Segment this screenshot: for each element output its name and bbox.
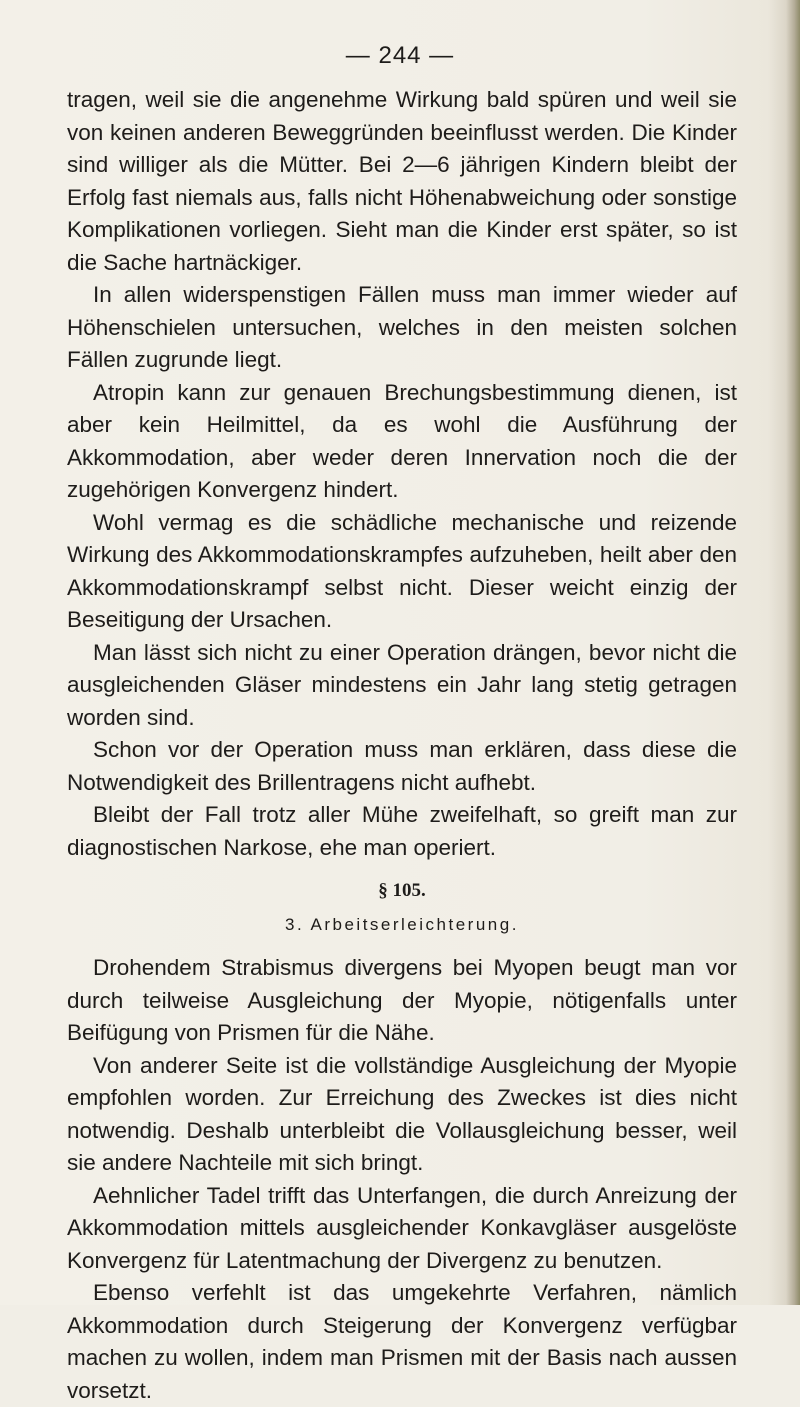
section-number: § 105. (378, 880, 426, 901)
paragraph-7: Bleibt der Fall trotz aller Mühe zweifelhaft, so greift man zur diagnostischen Narkose, ehe man operiert. (67, 802, 737, 860)
paragraph-10: Aehnlicher Tadel trifft das Unterfangen, die durch Anreizung der Akkommodation mittels ausgleichender Konkavgläser ausgelöste Konvergenz für Latentmachung der Divergenz zu benutzen. (67, 1182, 737, 1273)
body-text (67, 84, 737, 1407)
paragraph-5: Man lässt sich nicht zu einer Operation drängen, bevor nicht die ausgleichenden Gläser mindestens ein Jahr lang stetig getragen worden sind. (67, 639, 737, 730)
page-number-header: — 244 — (345, 42, 455, 69)
paragraph-6: Schon vor der Operation muss man erklären, dass diese die Notwendigkeit des Brillentragens nicht aufhebt. (67, 737, 737, 795)
paragraph-9: Von anderer Seite ist die vollständige Ausgleichung der Myopie empfohlen worden. Zur Erreichung des Zweckes ist dies nicht notwendig. Deshalb unterbleibt die Vollausgleichung besser, weil sie andere Nachteile mit sich bringt. (67, 1052, 737, 1175)
paragraph-2: In allen widerspenstigen Fällen muss man immer wieder auf Höhenschielen untersuchen, welches in den meisten solchen Fällen zugrunde liegt. (67, 282, 737, 372)
page-edge-shadow (786, 0, 800, 1305)
paragraph-4: Wohl vermag es die schädliche mechanische und reizende Wirkung des Akkommodationskrampfes aufzuheben, heilt aber den Akkommodationskrampf selbst nicht. Dieser weicht einzig der Beseitigung der Ursachen. (67, 509, 737, 632)
section-title: 3. Arbeitserleichterung. (285, 915, 519, 934)
paragraph-11: Ebenso verfehlt ist das umgekehrte Verfahren, nämlich Akkommodation durch Steigerung der Konvergenz verfügbar machen zu wollen, indem man Prismen mit der Basis nach aussen vorsetzt. (67, 1280, 737, 1403)
paragraph-8: Drohendem Strabismus divergens bei Myopen beugt man vor durch teilweise Ausgleichung der Myopie, nötigenfalls unter Beifügung von Prismen für die Nähe. (67, 955, 737, 1045)
paragraph-1: tragen, weil sie die angenehme Wirkung bald spüren und weil sie von keinen anderen Beweggründen beeinflusst werden. Die Kinder sind williger als die Mütter. Bei 2—6 jährigen Kindern bleibt der Erfolg fast niemals aus, falls nicht Höhenabweichung oder sonstige Komplikationen vorliegen. Sieht man die Kinder erst später, so ist die Sache hartnäckiger. (67, 87, 737, 275)
paragraph-3: Atropin kann zur genauen Brechungsbestimmung dienen, ist aber kein Heilmittel, da es wohl die Ausführung der Akkommodation, aber weder deren Innervation noch die der zugehörigen Konvergenz hindert. (67, 379, 737, 502)
